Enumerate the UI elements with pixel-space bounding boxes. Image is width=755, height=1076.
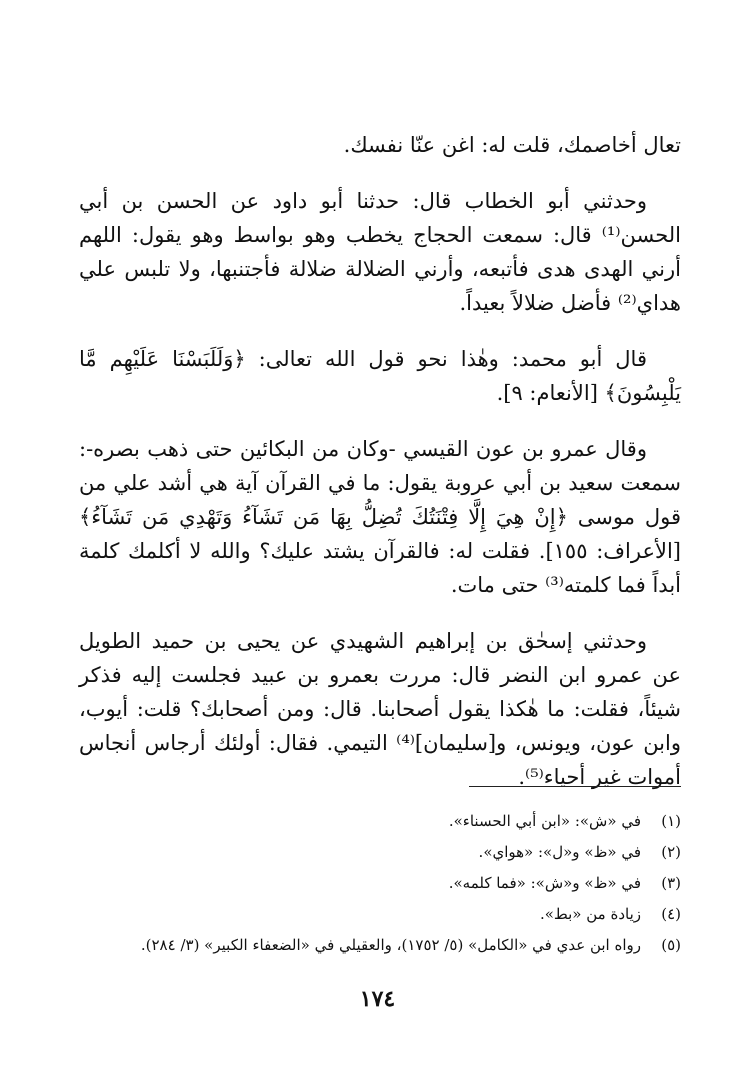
footnote-4: [79, 899, 681, 930]
paragraph-3: قال أبو محمد: وهٰذا نحو قول الله تعالى: ﴿وَلَلَبَسْنَا عَلَيْهِم مَّا يَلْبِسُونَ﴾ [الأنعام: ٩].: [79, 347, 681, 405]
paragraph-5: وحدثني إسحٰق بن إبراهيم الشهيدي عن يحيى بن حميد الطويل عن عمرو ابن النضر قال: مررت بعمرو بن عبيد فجلست إليه فذكر شيئاً، فقلت: ما هٰكذا يقول أصحابنا. قال: ومن أصحابك؟ قلت: أيوب، وابن عون، ويونس، و[سليمان]⁽⁴⁾ التيمي. فقال: أولئك أرجاس أنجاس أموات غير أحياء⁽⁵⁾.: [79, 629, 681, 789]
paragraph-1: تعال أخاصمك، قلت له: اغن عنّا نفسك.: [343, 133, 681, 157]
footnote-number: (٥): [661, 936, 681, 954]
footnote-text: في «ظ» و«ش»: «فما كلمه».: [448, 874, 641, 892]
footnote-divider: [469, 786, 681, 787]
footnotes-list: [79, 806, 681, 961]
paragraph-4: وقال عمرو بن عون القيسي -وكان من البكائين حتى ذهب بصره-: سمعت سعيد بن أبي عروبة يقول: ما في القرآن آية هي أشد علي من قول موسى ﴿إِنْ هِيَ إِلَّا فِتْنَتُكَ تُضِلُّ بِهَا مَن تَشَآءُ وَتَهْدِي مَن تَشَآءُ﴾ [الأعراف: ١٥٥]. فقلت له: فالقرآن يشتد عليك؟ والله لا أكلمك كلمة أبداً فما كلمته⁽³⁾ حتى مات.: [79, 437, 681, 597]
footnote-number: (١): [661, 812, 681, 830]
footnote-5: [79, 930, 681, 961]
footnote-text: رواه ابن عدي في «الكامل» (٥/ ١٧٥٢)، والعقيلي في «الضعفاء الكبير» (٣/ ٢٨٤).: [140, 936, 641, 954]
footnote-1: [79, 806, 681, 837]
footnote-text: زيادة من «بط».: [539, 905, 641, 923]
footnote-text: في «ش»: «ابن أبي الحسناء».: [448, 812, 641, 830]
footnote-text: في «ظ» و«ل»: «هواي».: [478, 843, 641, 861]
page-number: ١٧٤: [359, 986, 396, 1012]
paragraph-2: وحدثني أبو الخطاب قال: حدثنا أبو داود عن الحسن بن أبي الحسن⁽¹⁾ قال: سمعت الحجاج يخطب وهو بواسط وهو يقول: اللهم أرني الهدى هدى فأتبعه، وأرني الضلالة ضلالة فأجتنبها، ولا تلبس علي هداي⁽²⁾ فأضل ضلالاً بعيداً.: [79, 189, 681, 315]
main-text: [79, 128, 681, 794]
footnote-2: [79, 837, 681, 868]
footnote-number: (٣): [661, 874, 681, 892]
footnote-number: (٢): [661, 843, 681, 861]
footnote-number: (٤): [661, 905, 681, 923]
footnote-3: [79, 868, 681, 899]
